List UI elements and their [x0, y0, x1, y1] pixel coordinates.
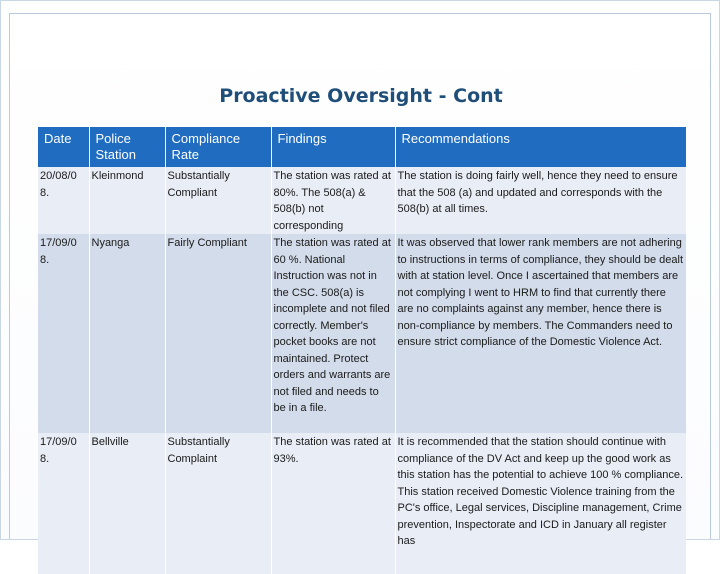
cell-station: Bellville — [89, 433, 165, 574]
header-compliance: Compliance Rate — [165, 127, 271, 167]
table-row — [38, 167, 686, 234]
cell-recommendations: The station is doing fairly well, hence they need to ensure that the 508 (a) and updated and corresponds with the 508(b) at all times. — [395, 167, 686, 234]
header-findings: Findings — [271, 127, 395, 167]
cell-findings: The station was rated at 80%. The 508(a) & 508(b) not corresponding — [271, 167, 395, 234]
cell-date: 20/08/0 8. — [38, 167, 89, 234]
header-station: Police Station — [89, 127, 165, 167]
cell-station: Kleinmond — [89, 167, 165, 234]
cell-recommendations: It is recommended that the station should continue with compliance of the DV Act and keep up the good work as this station has the potential to achieve 100 % compliance. This station received Domestic Violence training from the PC's office, Legal services, Discipline management, Crime prevention, Inspectorate and ICD in January all register has — [395, 433, 686, 574]
cell-date: 17/09/0 8. — [38, 433, 89, 574]
table-row — [38, 234, 686, 433]
cell-compliance: Fairly Compliant — [165, 234, 271, 433]
frame-border-top — [9, 13, 711, 14]
cell-station: Nyanga — [89, 234, 165, 433]
cell-compliance: Substantially Complaint — [165, 433, 271, 574]
oversight-table — [38, 127, 686, 574]
cell-compliance: Substantially Compliant — [165, 167, 271, 234]
slide-title: Proactive Oversight - Cont — [219, 85, 503, 107]
cell-recommendations: It was observed that lower rank members are not adhering to instructions in terms of compliance, they should be dealt with at station level. Once I ascertained that members are not complying I went to HRM to find that currently there are no complaints against any member, hence there is non-compliance by members. The Commanders need to ensure strict compliance of the Domestic Violence Act. — [395, 234, 686, 433]
cell-date: 17/09/0 8. — [38, 234, 89, 433]
cell-findings: The station was rated at 60 %. National Instruction was not in the CSC. 508(a) is incomplete and not filed correctly. Member's pocket books are not maintained. Protect orders and warrants are not filed and needs to be in a file. — [271, 234, 395, 433]
cell-findings: The station was rated at 93%. — [271, 433, 395, 574]
table-row — [38, 433, 686, 574]
header-recommendations: Recommendations — [395, 127, 686, 167]
table-header-row — [38, 127, 686, 167]
header-date: Date — [38, 127, 89, 167]
